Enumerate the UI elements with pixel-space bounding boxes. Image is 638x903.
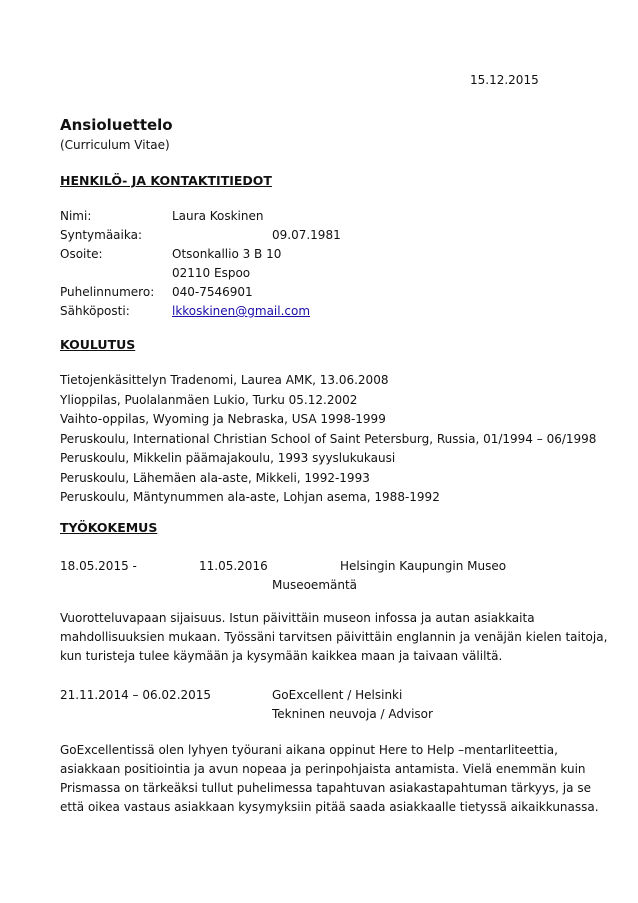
name-value: Laura Koskinen xyxy=(172,209,264,223)
document-date: 15.12.2015 xyxy=(470,73,539,87)
address-label: Osoite: xyxy=(60,247,103,261)
work-heading: TYÖKOKEMUS xyxy=(60,520,158,535)
paragraph-line: Vuorotteluvapaan sijaisuus. Istun päivittäin museon infossa ja autan asiakkaita xyxy=(60,611,535,625)
document-title: Ansioluettelo xyxy=(60,116,173,134)
list-item: Vaihto-oppilas, Wyoming ja Nebraska, USA 1998-1999 xyxy=(60,412,386,426)
phone-label: Puhelinnumero: xyxy=(60,285,155,299)
address-line2: 02110 Espoo xyxy=(172,266,251,280)
document-subtitle: (Curriculum Vitae) xyxy=(60,138,170,152)
email-link[interactable]: lkkoskinen@gmail.com xyxy=(172,304,311,318)
education-heading: KOULUTUS xyxy=(60,337,136,352)
birth-value: 09.07.1981 xyxy=(272,228,341,242)
job1-description xyxy=(60,609,608,666)
list-item: Peruskoulu, International Christian School of Saint Petersburg, Russia, 01/1994 – 06/1998 xyxy=(60,431,597,446)
name-label: Nimi: xyxy=(60,209,92,223)
paragraph-line: mahdollisuuksien mukaan. Työssäni tarvitsen päivittäin englannin ja venäjän kielen taitoja, xyxy=(60,630,608,644)
paragraph-line: että oikea vastaus asiakkaan kysymyksiin pitää saada asiakkaalle tietyssä aikaikkunassa. xyxy=(60,800,599,814)
phone-value: 040-7546901 xyxy=(172,285,253,299)
address-line1: Otsonkallio 3 B 10 xyxy=(172,247,282,261)
list-item: Ylioppilas, Puolalanmäen Lukio, Turku 05.12.2002 xyxy=(60,392,358,407)
job2-period: 21.11.2014 – 06.02.2015 xyxy=(60,688,212,702)
list-item: Tietojenkäsittelyn Tradenomi, Laurea AMK, 13.06.2008 xyxy=(60,373,389,387)
job2-employer: GoExcellent / Helsinki xyxy=(272,688,403,702)
job2-description xyxy=(60,741,599,817)
paragraph-line: kun turisteja tulee käymään ja kysymään kaikkea maan ja taivaan väliltä. xyxy=(60,649,503,663)
list-item: Peruskoulu, Lähemäen ala-aste, Mikkeli, 1992-1993 xyxy=(60,470,370,485)
job1-role: Museoemäntä xyxy=(272,578,358,592)
education-list xyxy=(60,371,596,508)
job2-role: Tekninen neuvoja / Advisor xyxy=(272,707,433,721)
email-label: Sähköposti: xyxy=(60,304,130,318)
job1-end: 11.05.2016 xyxy=(199,559,268,573)
birth-label: Syntymäaika: xyxy=(60,228,142,242)
contact-heading: HENKILÖ- JA KONTAKTITIEDOT xyxy=(60,173,272,188)
list-item: Peruskoulu, Mikkelin päämajakoulu, 1993 syyslukukausi xyxy=(60,451,396,465)
list-item: Peruskoulu, Mäntynummen ala-aste, Lohjan asema, 1988-1992 xyxy=(60,490,440,504)
job1-start: 18.05.2015 - xyxy=(60,559,137,573)
paragraph-line: Prismassa on tärkeäksi tullut puhelimessa tapahtuvan asiakastapahtuman tärkyys, ja se xyxy=(60,781,591,795)
paragraph-line: GoExcellentissä olen lyhyen työurani aikana oppinut Here to Help –mentarliteettia, xyxy=(60,743,558,757)
job1-employer: Helsingin Kaupungin Museo xyxy=(340,559,507,573)
paragraph-line: asiakkaan positiointia ja avun nopeaa ja perinpohjaista antamista. Vielä enemmän kuin xyxy=(60,762,586,776)
